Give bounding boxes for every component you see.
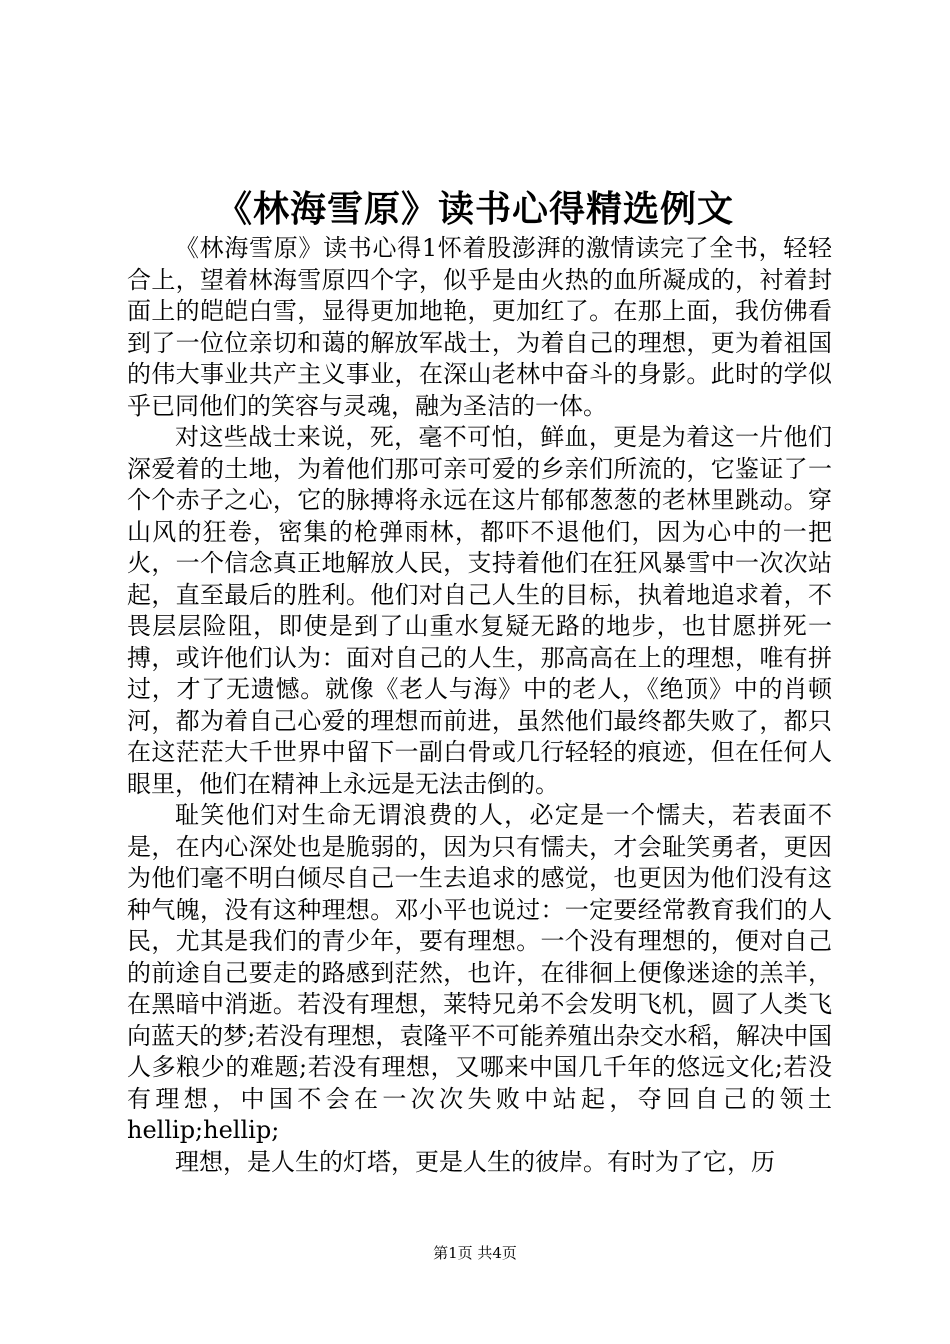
paragraph-2: 对这些战士来说，死，毫不可怕，鲜血，更是为着这一片他们深爱着的土地，为着他们那可亲可爱的乡亲们所流的，它鉴证了一个个赤子之心，它的脉搏将永远在这片郁郁葱葱的老林里跳动。穿山风的狂卷，密集的枪弹雨林，都吓不退他们，因为心中的一把火，一个信念真正地解放人民，支持着他们在狂风暴雪中一次次站起，直至最后的胜利。他们对自己人生的目标，执着地追求着，不畏层层险阻，即使是到了山重水复疑无路的地步，也甘愿拼死一搏，或许他们认为：面对自己的人生，那高高在上的理想，唯有拼过，才了无遗憾。就像《老人与海》中的老人，《绝顶》中的肖顿河，都为着自己心爱的理想而前进，虽然他们最终都失败了，都只在这茫茫大千世界中留下一副白骨或几行轻轻的痕迹，但在任何人眼里，他们在精神上永远是无法击倒的。	[127, 423, 832, 798]
document-body	[127, 233, 832, 1178]
document-title: 《林海雪原》读书心得精选例文	[215, 188, 734, 230]
paragraph-3: 耻笑他们对生命无谓浪费的人，必定是一个懦夫，若表面不是，在内心深处也是脆弱的，因为只有懦夫，才会耻笑勇者，更因为他们毫不明白倾尽自己一生去追求的感觉，也更因为他们没有这种气魄，没有这种理想。邓小平也说过：一定要经常教育我们的人民，尤其是我们的青少年，要有理想。一个没有理想的，便对自己的前途自己要走的路感到茫然，也许，在徘徊上便像迷途的羔羊，在黑暗中消逝。若没有理想，莱特兄弟不会发明飞机，圆了人类飞向蓝天的梦;若没有理想，袁隆平不可能养殖出杂交水稻，解决中国人多粮少的难题;若没有理想，又哪来中国几千年的悠远文化;若没有理想，中国不会在一次次失败中站起，夺回自己的领土hellip;hellip;	[127, 801, 832, 1144]
page-footer: 第1页 共4页	[433, 1244, 517, 1262]
paragraph-4: 理想，是人生的灯塔，更是人生的彼岸。有时为了它，历	[175, 1147, 775, 1176]
paragraph-1: 《林海雪原》读书心得1怀着股澎湃的激情读完了全书，轻轻合上，望着林海雪原四个字，似乎是由火热的血所凝成的，衬着封面上的皑皑白雪，显得更加地艳，更加红了。在那上面，我仿佛看到了一位位亲切和蔼的解放军战士，为着自己的理想，更为着祖国的伟大事业共产主义事业，在深山老林中奋斗的身影。此时的学似乎已同他们的笑容与灵魂，融为圣洁的一体。	[127, 234, 832, 420]
